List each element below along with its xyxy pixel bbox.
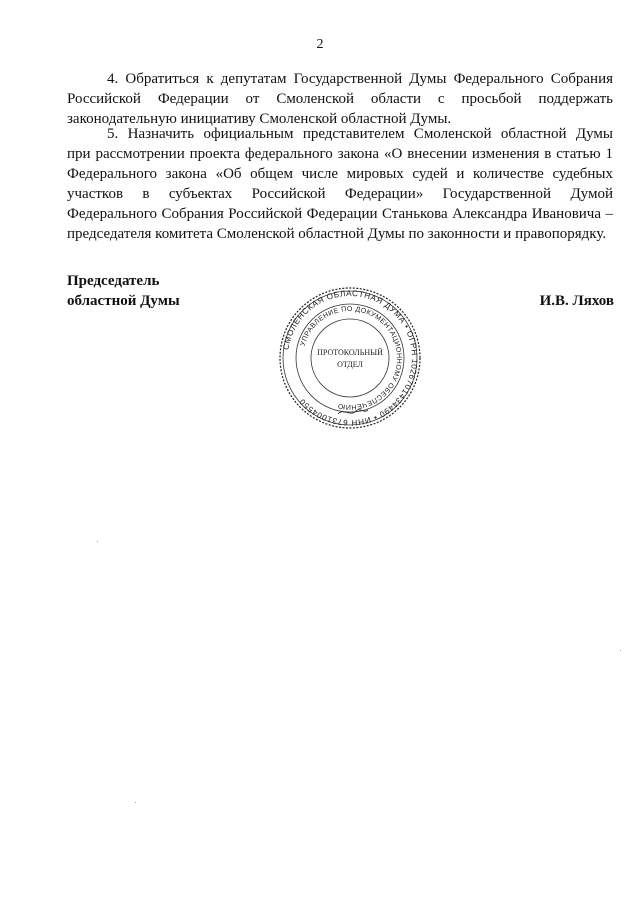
paragraph-line: законодательную инициативу Смоленской областной Думы. <box>67 111 452 127</box>
signer-position <box>67 271 180 311</box>
paragraph-item-5 <box>67 124 613 244</box>
paragraph-line: Российской Федерации от Смоленской области с просьбой поддержать <box>67 91 613 107</box>
seal-middle-text: УПРАВЛЕНИЕ ПО ДОКУМЕНТАЦИОННОМУ ОБЕСПЕЧЕНИЮ <box>299 305 403 411</box>
paragraph-item-4 <box>67 69 613 129</box>
paragraph-line: 5. Назначить официальным представителем Смоленской областной Думы <box>107 126 613 142</box>
official-seal-stamp <box>278 286 422 430</box>
paragraph-line: Федерального Собрания Российской Федерации Станькова Александра Ивановича – <box>67 206 613 222</box>
paragraph-line: участков в субъектах Российской Федерации» Государственной Думой <box>67 186 613 202</box>
signer-position-line: Председатель <box>67 273 160 289</box>
page-number: 2 <box>316 37 324 52</box>
seal-outer-text: СМОЛЕНСКАЯ ОБЛАСТНАЯ ДУМА • ОГРН 1026701434490 • ИНН 6731004550 <box>281 288 420 428</box>
paragraph-line: Федерального закона «Об общем числе мировых судей и количестве судебных <box>67 166 613 182</box>
svg-text:УПРАВЛЕНИЕ ПО ДОКУМЕНТАЦИОННОМ <box>300 306 402 410</box>
signer-name: И.В. Ляхов <box>539 293 614 309</box>
paragraph-line: председателя комитета Смоленской областной Думы по законности и правопорядку. <box>67 226 607 242</box>
paragraph-line: 4. Обратиться к депутатам Государственной Думы Федерального Собрания <box>107 71 613 87</box>
scan-speck <box>620 650 621 651</box>
signer-position-line: областной Думы <box>67 293 180 309</box>
seal-center-line-2: ОТДЕЛ <box>337 360 363 369</box>
seal-center-line-1: ПРОТОКОЛЬНЫЙ <box>317 348 383 357</box>
scan-speck <box>135 802 136 803</box>
scan-speck <box>97 541 98 542</box>
paragraph-line: при рассмотрении проекта федерального закона «О внесении изменения в статью 1 <box>67 146 613 162</box>
